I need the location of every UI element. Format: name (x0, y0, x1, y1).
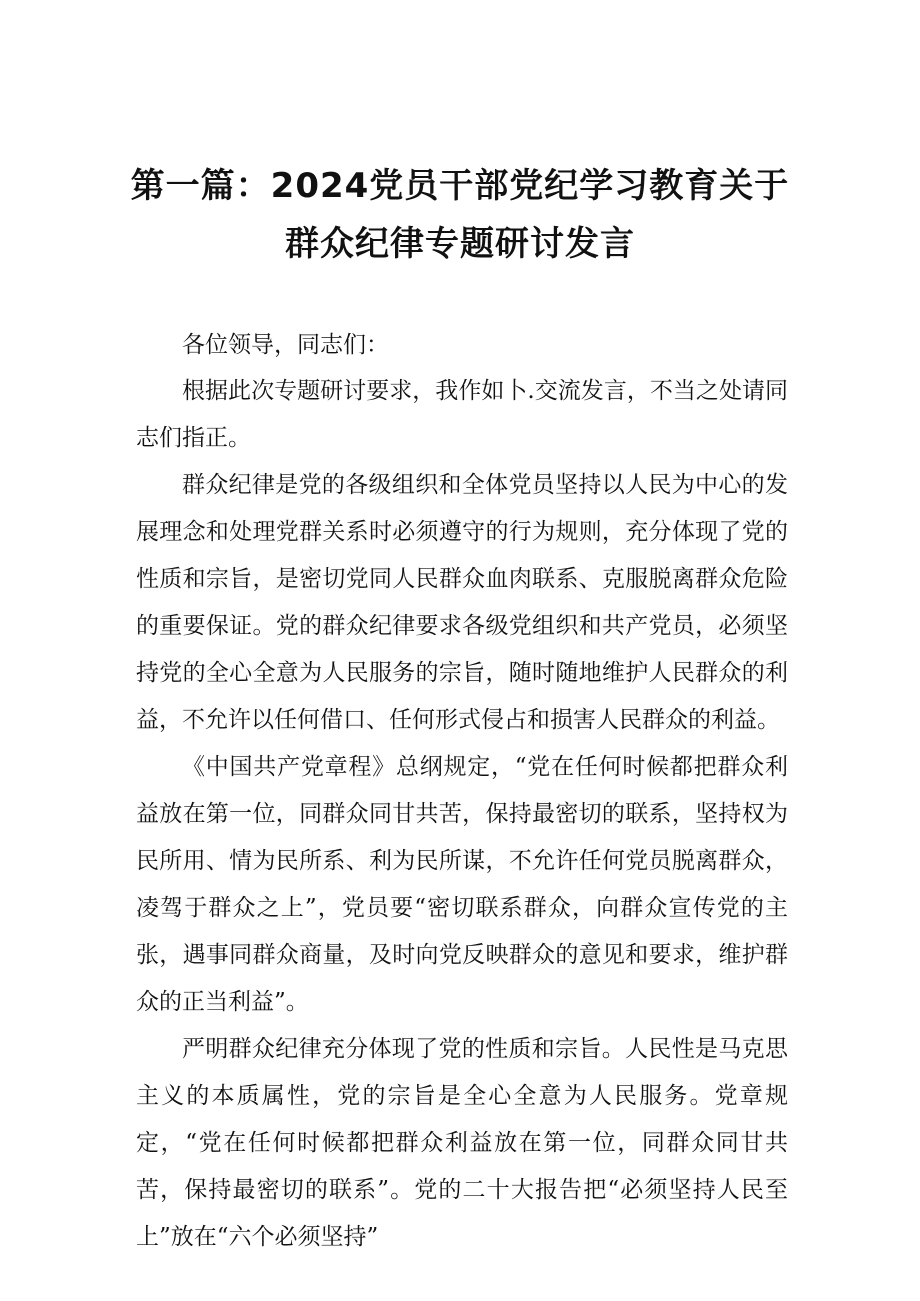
document-title-line-1: 第一篇：2024党员干部党纪学习教育关于 (130, 166, 790, 206)
paragraph-3: 《中国共产党章程》总纲规定，“党在任何时候都把群众利益放在第一位，同群众同甘共苦，保持最密切的联系，坚持权为民所用、情为民所系、利为民所谋，不允许任何党员脱离群众，凌驾于群众之上”，党员要“密切联系群众，向群众宣传党的主张，遇事同群众商量，及时向党反映群众的意见和要求，维护群众的正当利益”。 (136, 754, 788, 1015)
salutation (136, 322, 788, 369)
salutation-text: 各位领导，同志们： (182, 332, 389, 358)
document-title-line-2: 群众纪律专题研讨发言 (285, 224, 635, 264)
paragraph-1: 根据此次专题研讨要求，我作如卜.交流发言，不当之处请同志们指正。 (136, 378, 788, 451)
paragraph-2: 群众纪律是党的各级组织和全体党员坚持以人民为中心的发展理念和处理党群关系时必须遵守的行为规则，充分体现了党的性质和宗旨，是密切党同人民群众血肉联系、克服脱离群众危险的重要保证。党的群众纪律要求各级党组织和共产党员，必须坚持党的全心全意为人民服务的宗旨，随时随地维护人民群众的利益，不允许以任何借口、任何形式侵占和损害人民群众的利益。 (136, 472, 788, 733)
document-body (136, 368, 788, 1261)
paragraph-4: 严明群众纪律充分体现了党的性质和宗旨。人民性是马克思主义的本质属性，党的宗旨是全心全意为人民服务。党章规定，“党在任何时候都把群众利益放在第一位，同群众同甘共苦，保持最密切的联系”。党的二十大报告把“必须坚持人民至上”放在“六个必须坚持” (136, 1036, 788, 1250)
